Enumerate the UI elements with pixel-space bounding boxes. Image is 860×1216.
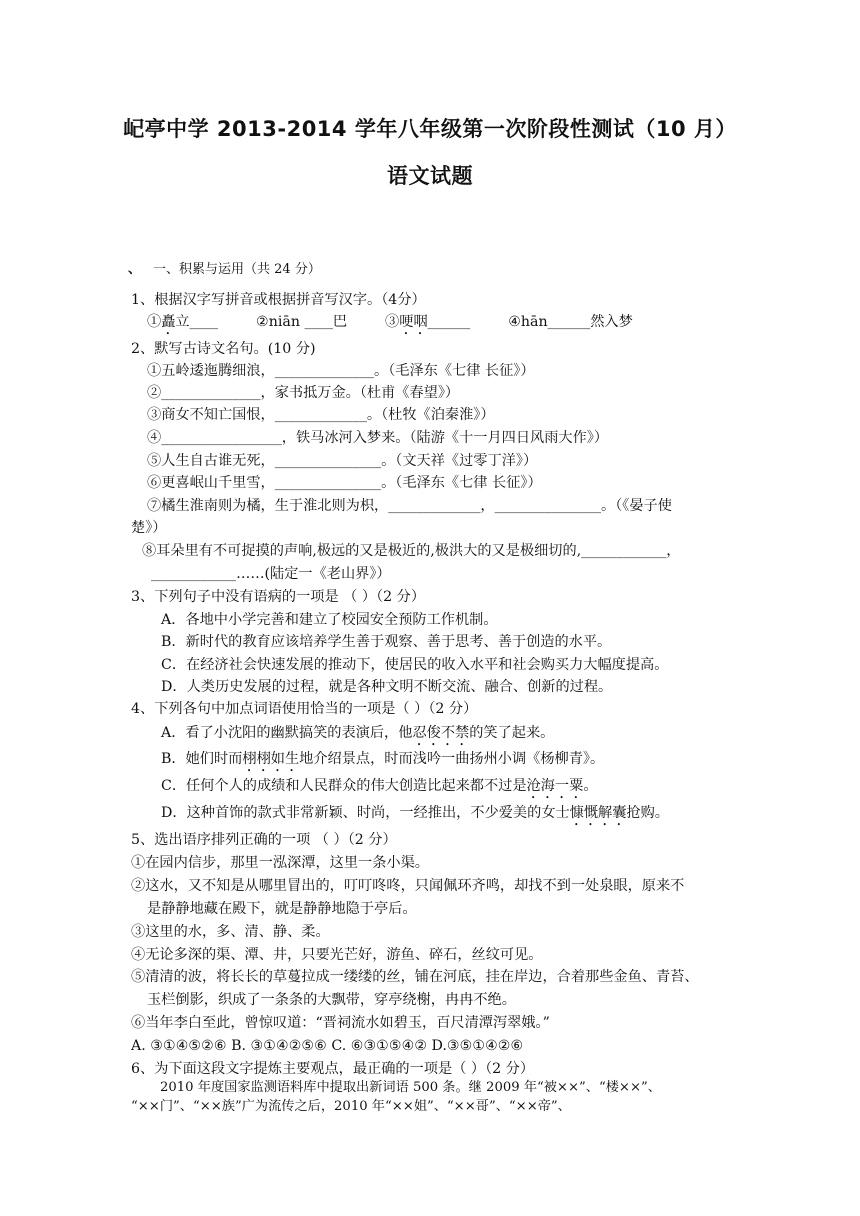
q5-sentence1: ①在园内信步，那里一泓深潭，这里一条小渠。 (131, 855, 429, 871)
exam-subtitle: 语文试题 (387, 164, 473, 188)
q5-sentence2-cont: 是静静地藏在殿下，就是静静地隐于亭后。 (147, 901, 417, 917)
q1-item3-num: ③ (385, 314, 400, 330)
section-title: 一、积累与运用（共 24 分） (153, 262, 321, 277)
q6-passage-line2: “××门”、“××族”广为流传之后，2010 年“××姐”、“××哥”、“××帝”、 (131, 1099, 571, 1114)
q3-option-a: A．各地中小学完善和建立了校园安全预防工作机制。 (161, 612, 498, 628)
q3-option-c: C．在经济社会快速发展的推动下，使居民的收入水平和社会购买力大幅度提高。 (161, 657, 669, 673)
q1-item3-word: 哽咽 (399, 314, 428, 330)
section-mark: 、 (128, 262, 142, 277)
q1-item3-blank: ______ (427, 314, 471, 330)
q3-stem: 3、下列句子中没有语病的一项是 （ ）（2 分） (131, 589, 426, 605)
q1-item1-num: ① (147, 314, 162, 330)
q2-line1: ①五岭逶迤腾细浪，______________。（毛泽东《七律 长征》） (147, 363, 535, 379)
q4-c-text2: 。 (583, 778, 598, 794)
q1-item4: ④hān______然入梦 (508, 314, 633, 330)
q4-c-marked: 沧海一粟 (526, 778, 584, 794)
q4-option-a (161, 723, 554, 749)
q4-a-marked: 忍俊不禁 (412, 725, 470, 741)
q4-d-marked: 慷慨解囊 (569, 805, 627, 821)
q2-line3: ③商女不知亡国恨，_____________。（杜牧《泊秦淮》） (147, 407, 495, 423)
q6-stem: 6、为下面这段文字提炼主要观点，最正确的一项是（ ）（2 分） (131, 1061, 535, 1077)
q4-a-text1: A．看了小沈阳的幽默搞笑的表演后，他 (161, 725, 413, 741)
q6-passage-line1: 2010 年度国家监测语料库中提取出新词语 500 条。继 2009 年“被××”、“楼××”、 (160, 1080, 661, 1095)
q2-line7-cont: 楚》） (131, 520, 167, 536)
q4-c-text1: C．任何个人的成绩和人民群众的伟大创造比起来都不过是 (161, 778, 527, 794)
q2-stem: 2、默写古诗文名句。(10 分) (131, 341, 316, 357)
q2-line6: ⑥更喜岷山千里雪，_______________。（毛泽东《七律 长征》） (147, 475, 542, 491)
q4-b-marked: 栩栩如生 (242, 751, 300, 767)
q2-line4: ④_________________，铁马冰河入梦来。（陆游《十一月四日风雨大作》） (147, 430, 609, 446)
q5-stem: 5、选出语序排列正确的一项 （ ）（2 分） (131, 832, 397, 848)
q5-options: A. ③①④⑤②⑥ B. ③①④②⑤⑥ C. ⑥③①⑤④② D.③⑤①④②⑥ (131, 1038, 524, 1054)
q4-option-b (161, 749, 604, 775)
q4-b-text1: B．她们时而 (161, 751, 243, 767)
q1-items (147, 312, 633, 338)
section-heading (128, 258, 321, 277)
q4-option-c (161, 776, 598, 802)
q5-sentence6: ⑥当年李白至此，曾惊叹道：“晋祠流水如碧玉，百尺清潭泻翠娥。” (131, 1015, 550, 1031)
q2-line5: ⑤人生自古谁无死，_______________。（文天祥《过零丁洋》） (147, 453, 538, 469)
q5-sentence3: ③这里的水，多、清、静、柔。 (131, 924, 330, 940)
q5-sentence5-cont: 玉栏倒影，织成了一条条的大飘带，穿亭绕榭，冉冉不绝。 (147, 992, 516, 1008)
q1-item1-char: 矗 (161, 314, 176, 330)
q1-item1-blank: 立____ (175, 314, 218, 330)
q4-option-d (161, 803, 669, 829)
q3-option-b: B．新时代的教育应该培养学生善于观察、善于思考、善于创造的水平。 (161, 634, 612, 650)
q2-line2: ②______________，家书抵万金。（杜甫《春望》） (147, 385, 460, 401)
q5-sentence4: ④无论多深的渠、潭、井，只要光芒好，游鱼、碎石，丝纹可见。 (131, 947, 543, 963)
q3-option-d: D．人类历史发展的过程，就是各种文明不断交流、融合、创新的过程。 (161, 679, 613, 695)
q2-line8-cont: ____________……(陆定一《老山界》） (151, 566, 391, 582)
q5-sentence2: ②这水，又不知是从哪里冒出的，叮叮咚咚，只闻佩环齐鸣，却找不到一处泉眼，原来不 (131, 878, 685, 894)
q2-line8: ⑧耳朵里有不可捉摸的声响,极远的又是极近的,极洪大的又是极细切的,____________， (142, 543, 681, 559)
q2-line7: ⑦橘生淮南则为橘，生于淮北则为枳，_____________，_______________。（《晏子使 (147, 498, 672, 514)
q4-a-text2: 的笑了起来。 (469, 725, 555, 741)
q1-stem: 1、根据汉字写拼音或根据拼音写汉字。（4分） (131, 292, 426, 308)
q5-sentence5: ⑤清清的波，将长长的草蔓拉成一缕缕的丝，铺在河底，挂在岸边，合着那些金鱼、青苔、 (131, 969, 699, 985)
exam-title: 屺亭中学 2013-2014 学年八年级第一次阶段性测试（10 月） (123, 117, 737, 141)
q4-b-text2: 地介绍景点，时而浅吟一曲扬州小调《杨柳青》。 (299, 751, 605, 767)
q4-stem: 4、下列各句中加点词语使用恰当的一项是（ ）（2 分） (131, 701, 478, 717)
q4-d-text1: D．这种首饰的款式非常新颖、时尚，一经推出，不少爱美的女士 (161, 805, 570, 821)
q1-item2: ②niān ____巴 (255, 314, 348, 330)
q4-d-text2: 抢购。 (626, 805, 669, 821)
